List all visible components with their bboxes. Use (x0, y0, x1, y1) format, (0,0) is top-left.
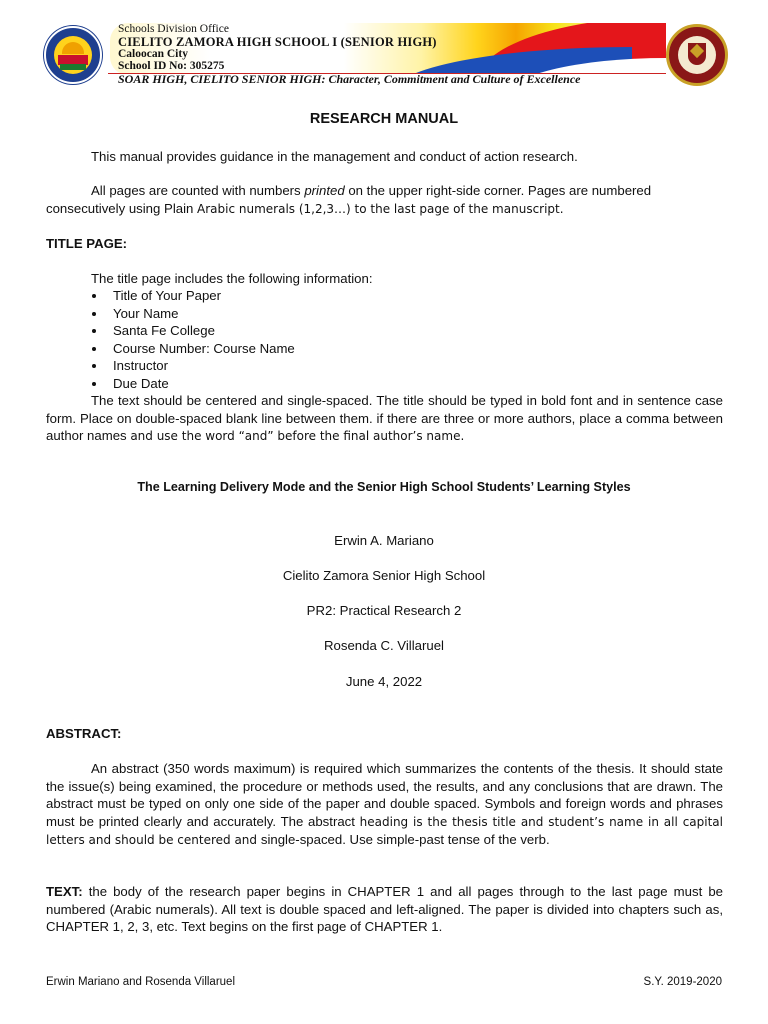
letterhead-banner (44, 20, 728, 88)
list-item: Due Date (92, 375, 295, 393)
school-motto: SOAR HIGH, CIELITO SENIOR HIGH: Character, Commitment and Culture of Excellence (118, 72, 581, 86)
sample-course: PR2: Practical Research 2 (306, 603, 462, 618)
abstract-paragraph: An abstract (350 words maximum) is required which summarizes the contents of the thesis. It should state the issue(s) being examined, the procedure or methods used, the results, and any conclusions that are drawn. The abstract must be typed on only one side of the paper and double spaced. Symbols and foreign words and phrases must be printed clearly and accurately. The abstract heading is the thesis title and student’s name in all capital letters and should be centered and single-spaced. Use simple-past tense of the verb. (46, 761, 723, 848)
title-page-heading: TITLE PAGE: (46, 236, 128, 251)
sample-author: Erwin A. Mariano (334, 533, 434, 548)
footer-school-year: S.Y. 2019-2020 (643, 976, 722, 988)
footer-authors: Erwin Mariano and Rosenda Villaruel (46, 976, 236, 988)
school-id: School ID No: 305275 (118, 59, 225, 72)
bullet-icon (92, 329, 96, 333)
intro-paragraph: This manual provides guidance in the management and conduct of action research. (91, 149, 578, 164)
school-seal-logo (666, 24, 728, 86)
list-item: Santa Fe College (92, 322, 295, 340)
bullet-icon (92, 347, 96, 351)
sample-date: June 4, 2022 (345, 674, 423, 689)
title-page-items (92, 287, 295, 393)
text-paragraph: TEXT: the body of the research paper begins in CHAPTER 1 and all pages through to the last page must be numbered (Arabic numerals). All text is double spaced and left-aligned. The paper is divided into chapters such as, CHAPTER 1, 2, 3, etc. Text begins on the first page of CHAPTER 1. (46, 884, 723, 935)
bullet-icon (92, 312, 96, 316)
list-item: Title of Your Paper (92, 287, 295, 305)
bullet-icon (92, 364, 96, 368)
sample-title: The Learning Delivery Mode and the Senior High School Students’ Learning Styles (137, 480, 631, 494)
motto-bar (108, 73, 666, 86)
school-name: CIELITO ZAMORA HIGH SCHOOL I (SENIOR HIGH) (118, 34, 437, 49)
list-item: Course Number: Course Name (92, 340, 295, 358)
title-page-intro: The title page includes the following information: (91, 271, 373, 286)
title-page-rules: The text should be centered and single-spaced. The title should be typed in bold font and in sentence case form. Place on double-spaced blank line between them. if there are three or more authors, place a comma between author names and use the word “and” before the final author’s name. (46, 393, 723, 444)
bullet-icon (92, 294, 96, 298)
list-item: Instructor (92, 357, 295, 375)
list-item: Your Name (92, 305, 295, 323)
abstract-heading: ABSTRACT: (46, 726, 122, 741)
letterhead-text (118, 24, 437, 73)
sample-school: Cielito Zamora Senior High School (282, 568, 486, 583)
document-title: RESEARCH MANUAL (309, 111, 459, 127)
pages-paragraph: All pages are counted with numbers printed on the upper right-side corner. Pages are numbered consecutively using Plain Arabic numerals (1,2,3…) to the last page of the manuscript. (46, 183, 652, 216)
bullet-icon (92, 382, 96, 386)
office-name: Schools Division Office (118, 23, 229, 35)
division-seal-logo (44, 26, 102, 84)
sample-instructor: Rosenda C. Villaruel (324, 638, 444, 653)
school-city: Caloocan City (118, 47, 188, 60)
text-label: TEXT: (46, 884, 83, 899)
